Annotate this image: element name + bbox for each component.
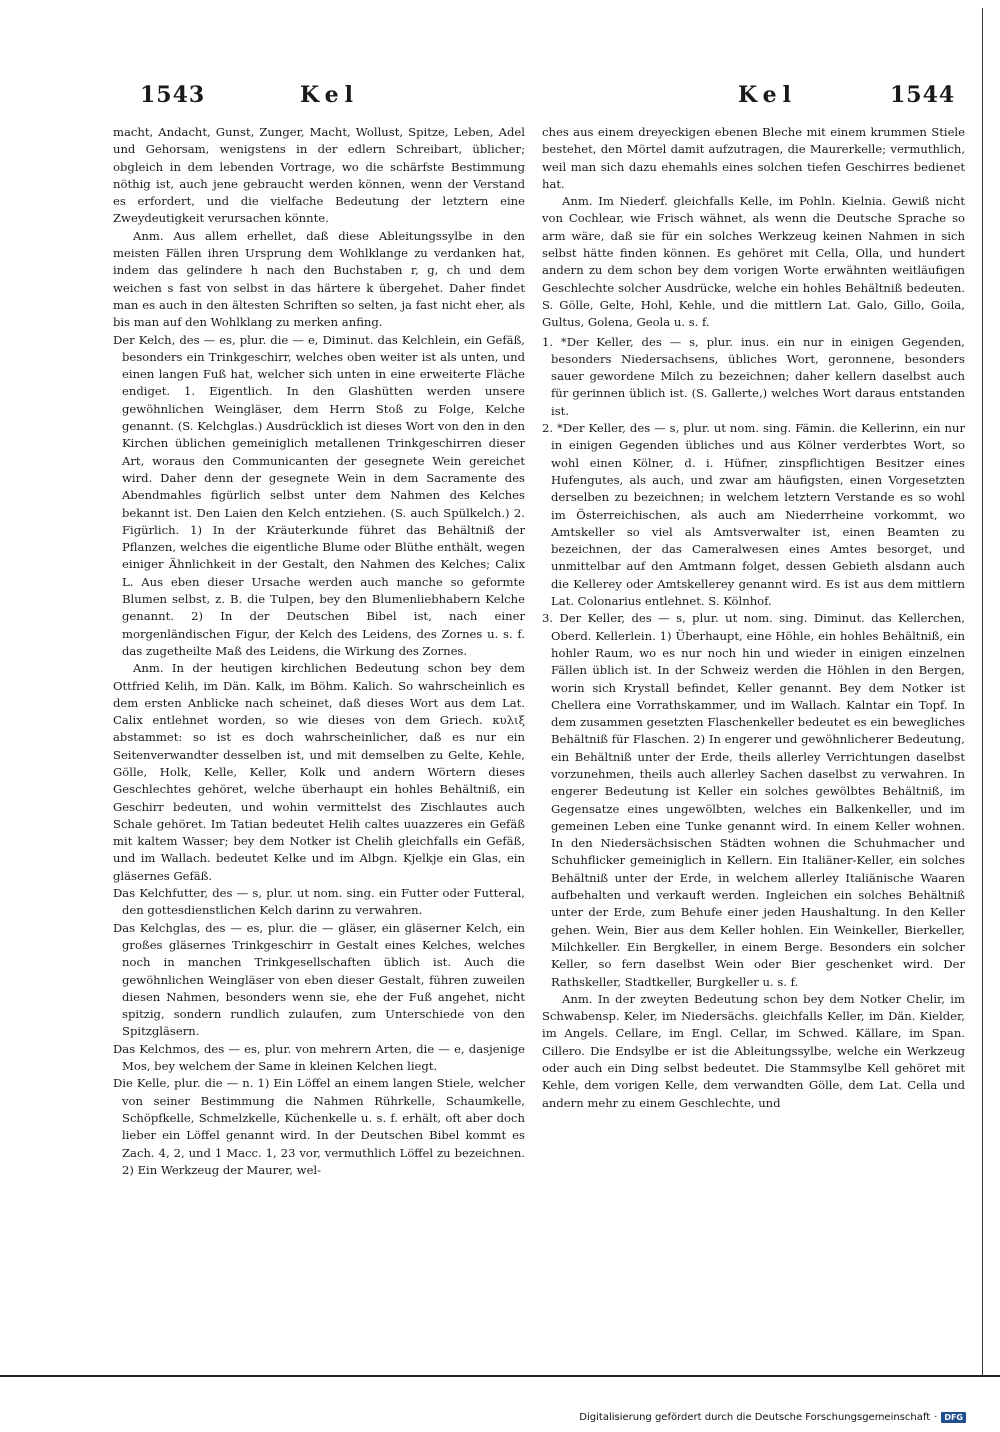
paragraph: Anm. In der zweyten Bedeutung schon bey dem Notker Chelir, im Schwabensp. Keler, im Niedersächs. gleichfalls Keller, im Dän. Kielder, im Angels. Cellare, im Engl. Cellar, im Schwed. Källare, im Span. Cillero. Die Endsylbe er ist die Ableitungssylbe, welche ein Werkzeug oder auch ein Ding selbst bedeutet. Die Stammsylbe Kell gehöret mit Kehle, dem vorigen Kelle, dem verwandten Gölle, dem Lat. Cella und andern mehr zu einem Geschlechte, und xyxy=(542,991,965,1110)
running-headword-left: Kel xyxy=(300,82,359,108)
page-number-left: 1543 xyxy=(140,82,206,108)
page-bottom-rule xyxy=(0,1375,1000,1377)
page-number-right: 1544 xyxy=(890,82,956,108)
dictionary-entry: Das Kelchfutter, des — s, plur. ut nom. sing. ein Futter oder Futteral, den gottesdienstlichen Kelch darinn zu verwahren. xyxy=(113,886,525,918)
dictionary-entry: Der Kelch, des — es, plur. die — e, Diminut. das Kelchlein, ein Gefäß, besonders ein Trinkgeschirr, welches oben weiter ist als unten, und einen langen Fuß hat, welcher sich unten in eine erweiterte Fläche endiget. 1. Eigentlich. In den Glashütten werden unsere gewöhnlichen Weingläser, dem Herrn Stoß zu Folge, Kelche genannt. (S. Kelchglas.) Ausdrücklich ist dieses Wort von den in den Kirchen üblichen gemeiniglich metallenen Trinkgeschirren dieser Art, woraus den Communicanten der gesegnete Wein gereichet wird. Daher denn der gesegnete Wein in dem Sacramente des Abendmahles figürlich selbst unter dem Nahmen des Kelches bekannt ist. Den Laien den Kelch entziehen. (S. auch Spülkelch.) 2. Figürlich. 1) In der Kräuterkunde führet das Behältniß der Pflanzen, welches die eigentliche Blume oder Blüthe enthält, wegen einiger Ähnlichkeit in der Gestalt, den Nahmen des Kelches; Calix L. Aus eben dieser Ursache werden auch manche so geformte Blumen selbst, z. B. die Tulpen, bey den Blumenliebhabern Kelche genannt. 2) In der Deutschen Bibel ist, nach einer morgenländischen Figur, der Kelch des Leidens, des Zornes u. s. f. das zugetheilte Maß des Leidens, die Wirkung des Zornes. xyxy=(113,332,525,658)
dictionary-entry: 2. *Der Keller, des — s, plur. ut nom. sing. Fämin. die Kellerinn, ein nur in einigen Gegenden übliches und aus Kölner verderbtes Wort, so wohl einen Kölner, d. i. Hüfner, zinspflichtigen Besitzer eines Hufengutes, als auch, und zwar am häufigsten, einen Vorgesetzten derselben zu bezeichnen; in welchem letztern Verstande es so wohl im Österreichischen, als auch am Niederrheine vorkommt, wo Amtskeller so viel als Amtsverwalter ist, einen Beamten zu bezeichnen, der das Cameralwesen eines Amtes besorget, und unmittelbar auf den Amtmann folget, dessen Gebieth alsdann auch die Kellerey oder Amtskellerey genannt wird. Es ist aus dem mittlern Lat. Colonarius entlehnet. S. Kölnhof. xyxy=(542,421,965,609)
dictionary-entry: Das Kelchmos, des — es, plur. von mehrern Arten, die — e, dasjenige Mos, bey welchem der Same in kleinen Kelchen liegt. xyxy=(113,1041,525,1074)
dfg-logo: DFG xyxy=(941,1412,966,1423)
paragraph: Anm. In der heutigen kirchlichen Bedeutung schon bey dem Ottfried Kelih, im Dän. Kalk, im Böhm. Kalich. So wahrscheinlich es dem ersten Anblicke nach scheinet, daß dieses Wort aus dem Lat. Calix entlehnet worden, so wie dieses von dem Griech. κυλιξ abstammet: so ist es doch wahrscheinlicher, daß es nur ein Seitenverwandter desselben ist, und mit demselben zu Gelte, Kehle, Gölle, Holk, Kelle, Keller, Kolk und andern Wörtern dieses Geschlechtes gehöret, welche überhaupt ein hohles Behältniß, ein Geschirr bedeuten, und wohin vermittelst des Zischlautes auch Schale gehöret. Im Tatian bedeutet Helih caltes uuazzeres ein Gefäß mit kaltem Wasser; bey dem Notker ist Chelih gleichfalls ein Gefäß, und im Wallach. bedeutet Kelke und im Albgn. Kjelkje ein Glas, ein gläsernes Gefäß. xyxy=(113,661,525,883)
paragraph: ches aus einem dreyeckigen ebenen Bleche mit einem krummen Stiele bestehet, den Mörtel damit aufzutragen, die Maurerkelle; vermuthlich, weil man sich dazu ehemahls eines solchen tiefen Geschirres bedienet hat. xyxy=(542,125,965,191)
paragraph: Anm. Aus allem erhellet, daß diese Ableitungssylbe in den meisten Fällen ihren Ursprung dem Wohlklange zu verdanken hat, indem das gelindere h nach den Buchstaben r, g, ch und dem weichen s fast von selbst in das härtere k übergehet. Daher findet man es auch in den ältesten Schriften so selten, ja fast nicht eher, als bis man auf den Wohlklang zu merken anfing. xyxy=(113,228,525,330)
dictionary-entry: Das Kelchglas, des — es, plur. die — gläser, ein gläserner Kelch, ein großes gläsernes Trinkgeschirr in Gestalt eines Kelches, welches noch in manchen Trinkgesellschaften üblich ist. Auch die gewöhnlichen Weingläser von eben dieser Gestalt, führen zuweilen diesen Nahmen, besonders wenn sie, ehe der Fuß angehet, nicht spitzig, sondern rundlich zulaufen, zum Unterschiede von den Spitzgläsern. xyxy=(113,920,525,1039)
footer xyxy=(579,1412,966,1423)
footer-dot: · xyxy=(934,1412,938,1423)
dictionary-entry: 3. Der Keller, des — s, plur. ut nom. sing. Diminut. das Kellerchen, Oberd. Kellerlein. 1) Überhaupt, eine Höhle, ein hohles Behältniß, ein hohler Raum, wo es nur noch hin und wieder in einigen einzelnen Fällen üblich ist. In der Schweiz werden die Höhlen in den Bergen, worin sich Krystall befindet, Keller genannt. Bey dem Notker ist Chellera eine Vorrathskammer, und im Wallach. Kalntar ein Topf. In dem zusammen gesetzten Flaschenkeller bedeutet es ein bewegliches Behältniß für Flaschen. 2) In engerer und gewöhnlicherer Bedeutung, ein Behältniß unter der Erde, theils allerley Verrichtungen daselbst vorzunehmen, theils auch allerley Sachen daselbst zu verwahren. In engerer Bedeutung ist Keller ein solches gewölbtes Behältniß, im Gegensatze eines ungewölbten, welches ein Balkenkeller, und im gemeinen Leben eine Tunke genannt wird. In einem Keller wohnen. In den Niedersächsischen Städten wohnen die Schuhmacher und Schuhflicker gemeiniglich in Kellern. Ein Italiäner-Keller, ein solches Behältniß unter der Erde, in welchem allerley Italiänische Waaren aufbehalten und verkauft werden. Ingleichen ein solches Behältniß unter der Erde, zum Behufe einer jeden Haushaltung. In den Keller gehen. Wein, Bier aus dem Keller hohlen. Ein Weinkeller, Bierkeller, Milchkeller. Ein Bergkeller, in einem Berge. Besonders ein solcher Keller, so fern daselbst Wein oder Bier geschenket wird. Der Rathskeller, Stadtkeller, Burgkeller u. s. f. xyxy=(542,611,965,989)
paragraph: macht, Andacht, Gunst, Zunger, Macht, Wollust, Spitze, Leben, Adel und Gehorsam, wenigstens in der edlern Schreibart, üblicher; obgleich in dem lebenden Vortrage, wo die schärfste Bestimmung nöthig ist, auch jene gebraucht werden können, wenn der Verstand es erfordert, und die vielfache Bedeutung der letztern eine Zweydeutigkeit verursachen könnte. xyxy=(113,125,525,226)
paragraph: Anm. Im Niederf. gleichfalls Kelle, im Pohln. Kielnia. Gewiß nicht von Cochlear, wie Frisch wähnet, als wenn die Deutsche Sprache so arm wäre, daß sie für ein solches Werkzeug keinen Nahmen in sich selbst hätte finden können. Es gehöret mit Cella, Olla, und hundert andern zu dem schon bey dem vorigen Worte erwähnten weitläufigen Geschlechte solcher Ausdrücke, welche ein hohles Behältniß bedeuten. S. Gölle, Gelte, Hohl, Kehle, und die mittlern Lat. Galo, Gillo, Goila, Gultus, Golena, Geola u. s. f. xyxy=(542,194,965,330)
left-column xyxy=(113,124,525,1220)
right-column xyxy=(542,124,965,1220)
running-headword-right: Kel xyxy=(738,82,797,108)
dictionary-entry: 1. *Der Keller, des — s, plur. inus. ein nur in einigen Gegenden, besonders Niedersachsens, übliches Wort, geronnene, besonders sauer gewordene Milch zu bezeichnen; daher kellern daselbst auch für gerinnen üblich ist. (S. Gallerte,) welches Wort daraus entstanden ist. xyxy=(542,334,965,418)
footer-credit: Digitalisierung gefördert durch die Deutsche Forschungsgemeinschaft xyxy=(579,1412,931,1423)
dictionary-entry: Die Kelle, plur. die — n. 1) Ein Löffel an einem langen Stiele, welcher von seiner Bestimmung die Nahmen Rührkelle, Schaumkelle, Schöpfkelle, Schmelzkelle, Küchenkelle u. s. f. erhält, oft aber doch lieber ein Löffel genannt wird. In der Deutschen Bibel kommt es Zach. 4, 2, und 1 Macc. 1, 23 vor, vermuthlich Löffel zu bezeichnen. 2) Ein Werkzeug der Maurer, wel- xyxy=(113,1076,525,1177)
page-edge-line xyxy=(982,8,983,1376)
